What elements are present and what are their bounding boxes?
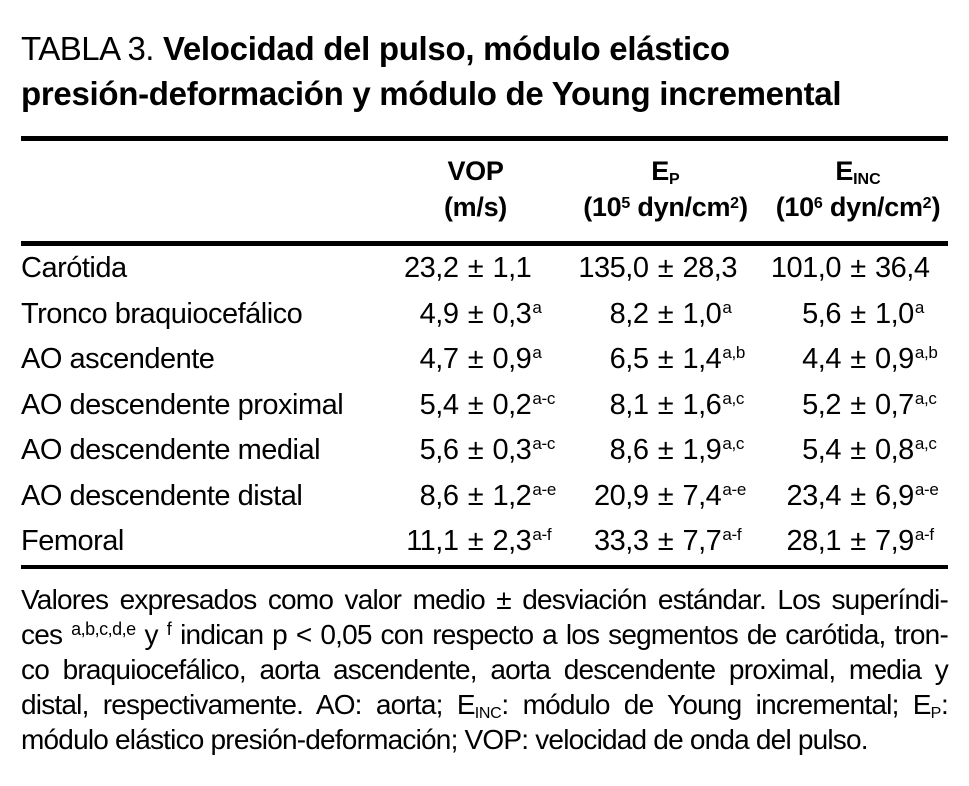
cell-vop xyxy=(388,292,563,338)
column-header-ep xyxy=(563,153,768,225)
column-unit-ep: ($10^5$ dyn/$cm^2$) xyxy=(583,192,748,222)
value-sd xyxy=(683,246,769,292)
sd-number: 0,7 xyxy=(875,388,914,421)
column-name-ep: $E_P$ xyxy=(651,156,680,188)
table-row-ao-ascendente xyxy=(21,337,948,383)
plus-minus-sign: ± xyxy=(657,479,674,512)
plus-minus-sign: ± xyxy=(657,525,674,557)
row-label: AO descendente medial xyxy=(21,434,321,466)
plus-minus-sign: ± xyxy=(467,252,484,284)
value-mean: 5,4 xyxy=(802,434,841,466)
plus-minus-sign: ± xyxy=(657,252,674,284)
plus-minus-sign: ± xyxy=(850,343,866,375)
sd-number: 1,6 xyxy=(682,388,722,421)
cell-ep xyxy=(563,337,768,383)
footnote-line: distal, respectivamente. AO: aorta; $E_{INC}$: módulo de Young incremental; $E_P$: xyxy=(21,688,948,722)
value-sd xyxy=(493,428,564,474)
significance-superscript: a,b xyxy=(722,343,746,362)
plus-minus-sign: ± xyxy=(467,297,484,330)
plus-minus-sign: ± xyxy=(850,388,866,421)
cell-einc xyxy=(768,519,948,565)
value-sd xyxy=(493,519,564,565)
plus-minus-sign: ± xyxy=(467,343,484,375)
footnote-line: Valores expresados como valor medio ± desviación estándar. Los superíndi- xyxy=(21,583,948,615)
header-spacer xyxy=(21,153,388,225)
footnote-line: co braquiocefálico, aorta ascendente, aorta descendente proximal, media y xyxy=(21,653,948,685)
significance-superscript: a-e xyxy=(914,479,939,499)
row-label: Tronco braquiocefálico xyxy=(21,297,303,330)
value-mean: 8,6 xyxy=(609,434,649,466)
cell-ep xyxy=(563,428,768,474)
cell-ep xyxy=(563,292,768,338)
table-title xyxy=(21,26,948,116)
table-row-ao-desc-distal xyxy=(21,474,948,520)
value-sd xyxy=(683,337,769,383)
value-mean: 11,1 xyxy=(406,525,459,557)
value-sd xyxy=(683,383,769,429)
cell-ep xyxy=(563,246,768,292)
significance-superscript: a,c xyxy=(914,434,937,453)
plus-minus-sign: ± xyxy=(657,434,674,466)
bottom-rule xyxy=(21,565,948,569)
value-sd xyxy=(493,292,564,338)
value-mean: 5,2 xyxy=(802,388,841,421)
cell-vop xyxy=(388,519,563,565)
value-sd xyxy=(875,428,948,474)
table-row-tronco xyxy=(21,292,948,338)
significance-superscript: a,c xyxy=(722,388,745,408)
value-sd xyxy=(875,246,948,292)
plus-minus-sign: ± xyxy=(467,388,484,421)
plus-minus-sign: ± xyxy=(850,252,866,284)
sd-number: 0,3 xyxy=(492,297,532,330)
cell-ep xyxy=(563,474,768,520)
sd-number: 6,9 xyxy=(875,479,914,512)
significance-superscript: a xyxy=(532,343,542,362)
cell-einc xyxy=(768,292,948,338)
sd-number: 7,7 xyxy=(682,525,722,557)
value-sd xyxy=(683,292,769,338)
row-label: AO descendente distal xyxy=(21,479,303,512)
sd-number: 1,4 xyxy=(682,343,722,375)
cell-einc xyxy=(768,474,948,520)
sd-number: 0,9 xyxy=(875,343,914,375)
cell-einc xyxy=(768,428,948,474)
value-mean: 4,7 xyxy=(419,343,459,375)
footnote-line: ces $^{a,b,c,d,e}$ y $^f$ indican p < 0,05 con respecto a los segmentos de carótida, tron- xyxy=(21,618,948,650)
value-mean: 4,4 xyxy=(802,343,841,375)
plus-minus-sign: ± xyxy=(467,479,484,512)
title-line1: Velocidad del pulso, módulo elástico xyxy=(162,30,730,67)
value-sd xyxy=(875,292,948,338)
significance-superscript: a-f xyxy=(532,525,552,544)
value-mean: 5,6 xyxy=(802,297,841,330)
table-footnote xyxy=(21,582,948,757)
value-mean: 23,4 xyxy=(786,479,841,512)
table-row-ao-desc-proximal xyxy=(21,383,948,429)
column-unit-vop: (m/s) xyxy=(443,192,507,222)
value-mean: 5,6 xyxy=(419,434,459,466)
table-header-row xyxy=(21,141,948,241)
sd-number: 1,0 xyxy=(682,297,722,330)
significance-superscript: a-e xyxy=(532,479,556,499)
significance-superscript: a-c xyxy=(532,434,556,453)
cell-ep xyxy=(563,383,768,429)
footnote-line: módulo elástico presión-deformación; VOP: velocidad de onda del pulso. xyxy=(21,723,868,755)
table-row-femoral xyxy=(21,519,948,565)
sd-number: 0,9 xyxy=(492,343,532,375)
value-mean: 4,9 xyxy=(419,297,459,330)
plus-minus-sign: ± xyxy=(657,343,674,375)
value-mean: 23,2 xyxy=(404,252,459,284)
sd-number: 1,9 xyxy=(682,434,722,466)
cell-einc xyxy=(768,383,948,429)
cell-vop xyxy=(388,246,563,292)
table-number-label: TABLA 3. xyxy=(21,30,154,67)
plus-minus-sign: ± xyxy=(467,525,484,557)
sd-number: 36,4 xyxy=(875,252,930,284)
value-sd xyxy=(875,519,948,565)
plus-minus-sign: ± xyxy=(850,479,866,512)
sd-number: 2,3 xyxy=(492,525,532,557)
significance-superscript: a xyxy=(914,297,924,317)
value-sd xyxy=(875,383,948,429)
sd-number: 0,8 xyxy=(875,434,914,466)
row-label: Carótida xyxy=(21,252,127,284)
cell-vop xyxy=(388,383,563,429)
column-name-vop: VOP xyxy=(447,156,504,186)
value-sd xyxy=(683,428,769,474)
cell-ep xyxy=(563,519,768,565)
value-mean: 8,6 xyxy=(419,479,459,512)
column-header-einc xyxy=(768,153,948,225)
value-sd xyxy=(683,474,769,520)
cell-vop xyxy=(388,428,563,474)
plus-minus-sign: ± xyxy=(850,297,866,330)
value-mean: 8,2 xyxy=(609,297,649,330)
sd-number: 0,3 xyxy=(492,434,532,466)
sd-number: 7,4 xyxy=(682,479,722,512)
value-sd xyxy=(493,474,564,520)
value-mean: 135,0 xyxy=(578,252,649,284)
significance-superscript: a-c xyxy=(532,388,556,408)
value-mean: 28,1 xyxy=(786,525,841,557)
table-row-ao-desc-medial xyxy=(21,428,948,474)
value-mean: 101,0 xyxy=(770,252,841,284)
sd-number: 28,3 xyxy=(682,252,737,284)
plus-minus-sign: ± xyxy=(657,297,674,330)
sd-number: 1,2 xyxy=(492,479,532,512)
value-mean: 33,3 xyxy=(594,525,649,557)
column-unit-einc: ($10^6$ dyn/$cm^2$) xyxy=(775,192,941,222)
value-sd xyxy=(875,337,948,383)
value-sd xyxy=(493,383,564,429)
significance-superscript: a,b xyxy=(914,343,938,362)
cell-einc xyxy=(768,337,948,383)
value-mean: 8,1 xyxy=(609,388,649,421)
plus-minus-sign: ± xyxy=(850,434,866,466)
plus-minus-sign: ± xyxy=(467,434,484,466)
value-mean: 6,5 xyxy=(609,343,649,375)
sd-number: 1,0 xyxy=(875,297,914,330)
significance-superscript: a-f xyxy=(722,525,742,544)
value-mean: 20,9 xyxy=(594,479,649,512)
significance-superscript: a,c xyxy=(914,388,937,408)
row-label: AO ascendente xyxy=(21,343,215,375)
column-name-einc: $E_{INC}$ xyxy=(835,156,881,188)
value-sd xyxy=(875,474,948,520)
significance-superscript: a,c xyxy=(722,434,745,453)
plus-minus-sign: ± xyxy=(657,388,674,421)
table-body xyxy=(21,246,948,565)
value-sd xyxy=(493,246,564,292)
plus-minus-sign: ± xyxy=(850,525,866,557)
cell-vop xyxy=(388,474,563,520)
row-label: Femoral xyxy=(21,525,124,557)
significance-superscript: a-e xyxy=(722,479,746,499)
significance-superscript: a-f xyxy=(914,525,934,544)
sd-number: 1,1 xyxy=(492,252,532,284)
value-mean: 5,4 xyxy=(419,388,459,421)
significance-superscript: a xyxy=(532,297,542,317)
significance-superscript: a xyxy=(722,297,732,317)
table-row-carotida xyxy=(21,246,948,292)
sd-number: 7,9 xyxy=(875,525,914,557)
value-sd xyxy=(683,519,769,565)
value-sd xyxy=(493,337,564,383)
cell-einc xyxy=(768,246,948,292)
row-label: AO descendente proximal xyxy=(21,388,344,421)
sd-number: 0,2 xyxy=(492,388,532,421)
title-line2: presión-deformación y módulo de Young incremental xyxy=(21,75,842,112)
column-header-vop xyxy=(388,153,563,225)
cell-vop xyxy=(388,337,563,383)
